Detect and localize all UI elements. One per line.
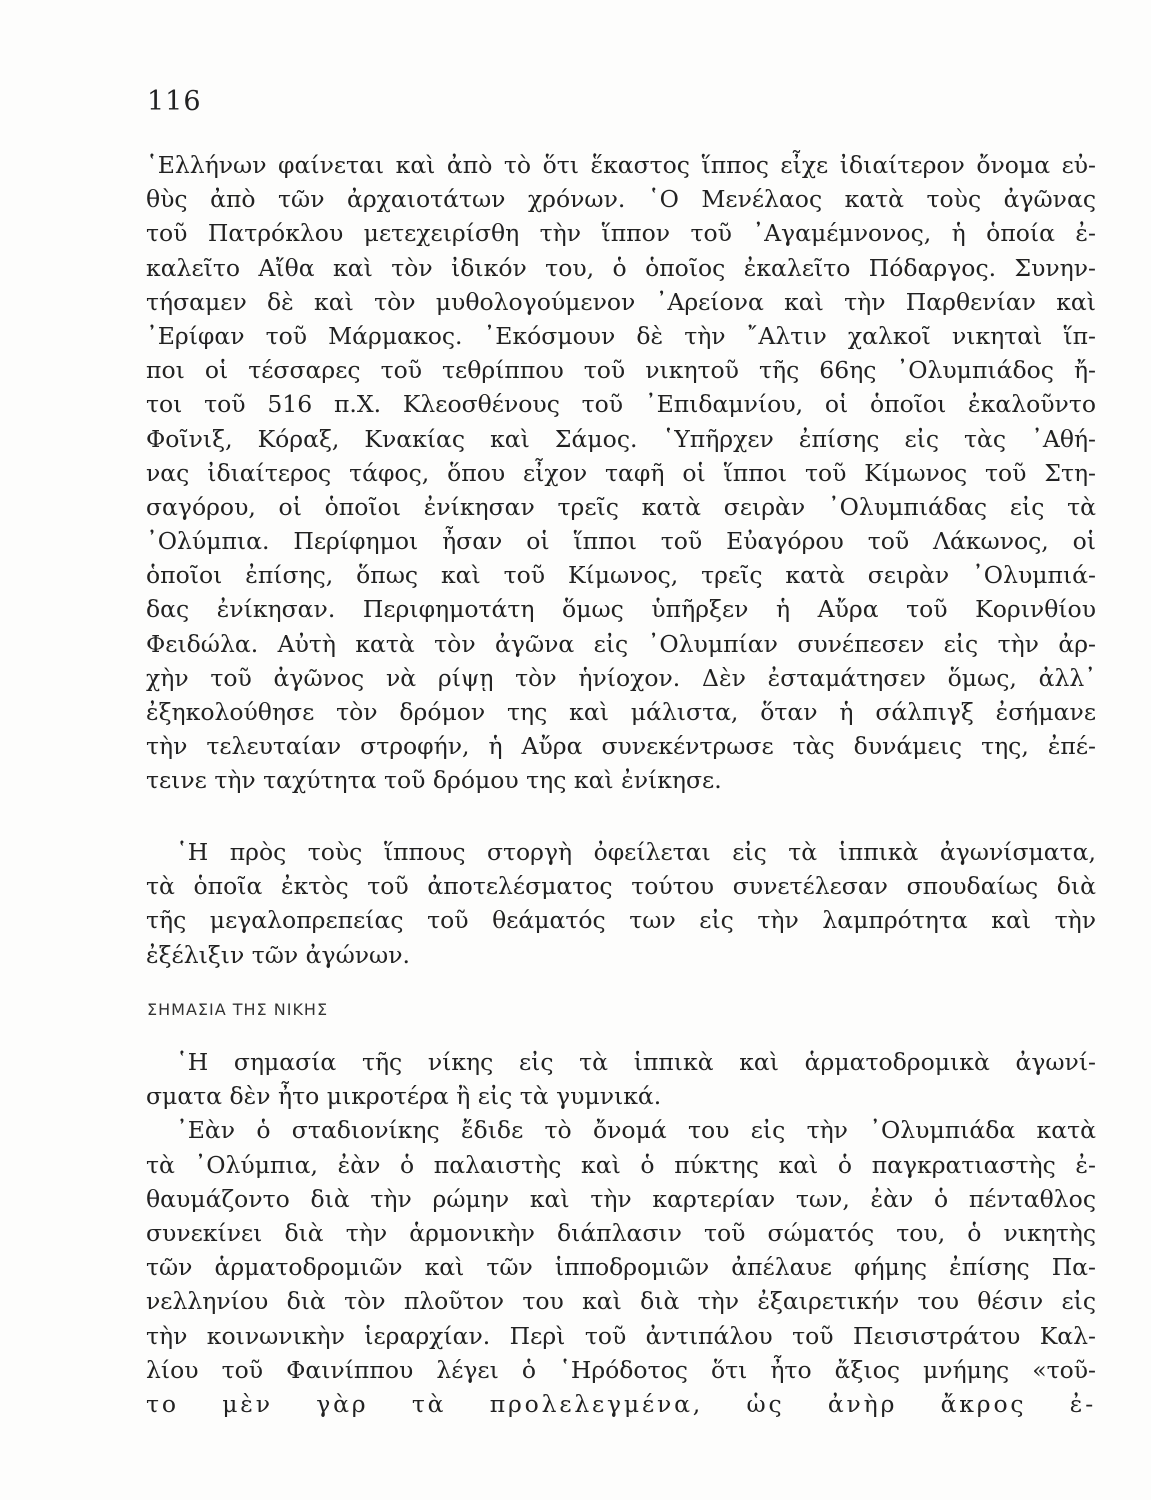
paragraph	[146, 1113, 1096, 1421]
paragraph	[146, 835, 1096, 972]
text-line: τεινε τὴν ταχύτητα τοῦ δρόμου της καὶ ἐνίκησε.	[146, 766, 722, 795]
text-line: λίου τοῦ Φαινίππου λέγει ὁ ῾Ηρόδοτος ὅτι ἦτο ἄξιος μνήμης «τοῦ-	[146, 1355, 1096, 1384]
paragraph	[146, 148, 1096, 798]
text-line: τῶν ἁρματοδρομιῶν καὶ τῶν ἱπποδρομιῶν ἀπέλαυε φήμης ἐπίσης Πα-	[146, 1253, 1096, 1282]
text-line: ἐξέλιξιν τῶν ἀγώνων.	[146, 940, 410, 969]
text-line: τὴν τελευταίαν στροφήν, ἡ Αὔρα συνεκέντρωσε τὰς δυνάμεις της, ἐπέ-	[146, 732, 1096, 761]
text-line: ῾Η σημασία τῆς νίκης εἰς τὰ ἱππικὰ καὶ ἁρματοδρομικὰ ἀγωνί-	[176, 1048, 1096, 1076]
section-heading: ΣΗΜΑΣΙΑ ΤΗΣ ΝΙΚΗΣ	[147, 1000, 329, 1019]
text-line: ᾿Ολύμπια. Περίφημοι ἦσαν οἱ ἵπποι τοῦ Εὐαγόρου τοῦ Λάκωνος, οἱ	[146, 527, 1096, 556]
text-line: τὰ ὁποῖα ἐκτὸς τοῦ ἀποτελέσματος τούτου συνετέλεσαν σπουδαίως διὰ	[146, 872, 1096, 901]
text-block-lower	[146, 1045, 1096, 1421]
text-line: το μὲν γὰρ τὰ προλελεγμένα, ὡς ἀνὴρ ἄκρος ἐ-	[146, 1389, 1096, 1418]
text-line: Φειδώλα. Αὐτὴ κατὰ τὸν ἀγῶνα εἰς ᾿Ολυμπίαν συνέπεσεν εἰς τὴν ἀρ-	[146, 629, 1096, 658]
text-line: ῾Η πρὸς τοὺς ἵππους στοργὴ ὀφείλεται εἰς τὰ ἱππικὰ ἀγωνίσματα,	[176, 838, 1096, 866]
text-line: Φοῖνιξ, Κόραξ, Κνακίας καὶ Σάμος. ῾Υπῆρχεν ἐπίσης εἰς τὰς ᾿Αθή-	[146, 424, 1096, 453]
text-line: ᾿Εὰν ὁ σταδιονίκης ἔδιδε τὸ ὄνομά του εἰς τὴν ᾿Ολυμπιάδα κατὰ	[176, 1116, 1096, 1145]
text-block-upper	[146, 148, 1096, 798]
text-line: συνεκίνει διὰ τὴν ἁρμονικὴν διάπλασιν τοῦ σώματός του, ὁ νικητὴς	[146, 1218, 1096, 1247]
paragraph	[146, 1045, 1096, 1113]
text-line: τὴν κοινωνικὴν ἱεραρχίαν. Περὶ τοῦ ἀντιπάλου τοῦ Πεισιστράτου Καλ-	[146, 1321, 1096, 1350]
text-line: ποι οἱ τέσσαρες τοῦ τεθρίππου τοῦ νικητοῦ τῆς 66ης ᾿Ολυμπιάδος ἤ-	[146, 356, 1096, 385]
text-line: θαυμάζοντο διὰ τὴν ρώμην καὶ τὴν καρτερίαν των, ἐὰν ὁ πένταθλος	[146, 1184, 1096, 1213]
text-line: χὴν τοῦ ἀγῶνος νὰ ρίψῃ τὸν ἡνίοχον. Δὲν ἐσταμάτησεν ὅμως, ἀλλ᾿	[146, 663, 1096, 692]
text-line: καλεῖτο Αἴθα καὶ τὸν ἰδικόν του, ὁ ὁποῖος ἐκαλεῖτο Πόδαργος. Συνην-	[146, 253, 1096, 282]
text-line: θὺς ἀπὸ τῶν ἀρχαιοτάτων χρόνων. ῾Ο Μενέλαος κατὰ τοὺς ἀγῶνας	[146, 185, 1096, 214]
text-line: ὁποῖοι ἐπίσης, ὅπως καὶ τοῦ Κίμωνος, τρεῖς κατὰ σειρὰν ᾿Ολυμπιά-	[146, 561, 1096, 590]
text-block-middle	[146, 835, 1096, 972]
text-line: τήσαμεν δὲ καὶ τὸν μυθολογούμενον ᾿Αρείονα καὶ τὴν Παρθενίαν καὶ	[146, 287, 1096, 316]
text-line: τοι τοῦ 516 π.Χ. Κλεοσθένους τοῦ ᾿Επιδαμνίου, οἱ ὁποῖοι ἐκαλοῦντο	[146, 390, 1096, 419]
text-line: τῆς μεγαλοπρεπείας τοῦ θεάματός των εἰς τὴν λαμπρότητα καὶ τὴν	[146, 906, 1096, 935]
text-line: νελληνίου διὰ τὸν πλοῦτον του καὶ διὰ τὴν ἐξαιρετικήν του θέσιν εἰς	[146, 1287, 1096, 1316]
text-line: ἐξηκολούθησε τὸν δρόμον της καὶ μάλιστα, ὅταν ἡ σάλπιγξ ἐσήμανε	[146, 698, 1096, 726]
text-line: ᾿Ερίφαν τοῦ Μάρμακος. ᾿Εκόσμουν δὲ τὴν ῎Αλτιν χαλκοῖ νικηταὶ ἵπ-	[146, 321, 1096, 350]
text-line: ῾Ελλήνων φαίνεται καὶ ἀπὸ τὸ ὅτι ἕκαστος ἵππος εἶχε ἰδιαίτερον ὄνομα εὐ-	[146, 151, 1096, 179]
text-line: νας ἰδιαίτερος τάφος, ὅπου εἶχον ταφῆ οἱ ἵπποι τοῦ Κίμωνος τοῦ Στη-	[146, 458, 1096, 487]
page-number: 116	[147, 86, 202, 117]
text-line: σαγόρου, οἱ ὁποῖοι ἐνίκησαν τρεῖς κατὰ σειρὰν ᾿Ολυμπιάδας εἰς τὰ	[146, 492, 1096, 521]
text-line: δας ἐνίκησαν. Περιφημοτάτη ὅμως ὑπῆρξεν ἡ Αὔρα τοῦ Κορινθίου	[146, 595, 1096, 624]
text-line: σματα δὲν ἦτο μικροτέρα ἢ εἰς τὰ γυμνικά.	[146, 1082, 662, 1111]
text-line: τὰ ᾿Ολύμπια, ἐὰν ὁ παλαιστὴς καὶ ὁ πύκτης καὶ ὁ παγκρατιαστὴς ἐ-	[146, 1150, 1096, 1179]
text-line: τοῦ Πατρόκλου μετεχειρίσθη τὴν ἵππον τοῦ ᾿Αγαμέμνονος, ἡ ὁποία ἐ-	[146, 219, 1096, 248]
